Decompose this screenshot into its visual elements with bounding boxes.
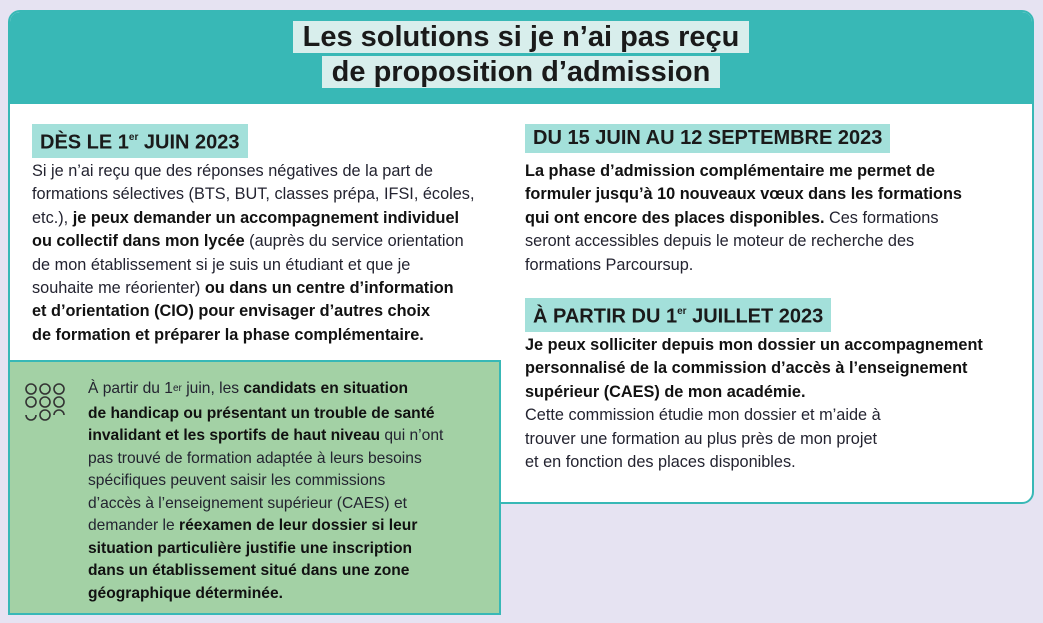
right-top-paragraph bbox=[525, 160, 962, 277]
header-band bbox=[10, 12, 1032, 104]
text-segment: etc.), bbox=[32, 208, 73, 227]
text-line bbox=[525, 334, 983, 357]
text-line bbox=[525, 207, 962, 230]
text-line bbox=[525, 428, 983, 451]
title-line-2: de proposition d’admission bbox=[322, 56, 721, 88]
bold-text: candidats en situation bbox=[243, 380, 409, 397]
text-line bbox=[88, 583, 443, 606]
text-line bbox=[525, 404, 983, 427]
text-segment: spécifiques peuvent saisir les commissions bbox=[88, 472, 386, 489]
page-title bbox=[10, 20, 1032, 90]
bold-text: supérieur (CAES) de mon académie. bbox=[525, 382, 806, 401]
text-segment: trouver une formation au plus près de mon projet bbox=[525, 429, 878, 448]
bold-text: La phase d’admission complémentaire me permet de bbox=[525, 162, 935, 180]
text-line bbox=[32, 324, 474, 347]
text-segment: demander le bbox=[88, 517, 180, 534]
special-situations-paragraph bbox=[88, 378, 443, 605]
text-segment: d’accès à l’enseignement supérieur (CAES) et bbox=[88, 494, 407, 512]
dots-icon bbox=[24, 382, 74, 432]
text-line bbox=[525, 160, 962, 183]
text-segment: Si je n’ai reçu que des réponses négatives de la part de bbox=[32, 162, 433, 180]
text-segment: de mon établissement si je suis un étudiant et que je bbox=[32, 255, 411, 274]
left-heading-pre: DÈS LE 1 bbox=[40, 131, 129, 154]
text-line bbox=[88, 470, 443, 493]
bold-text: géographique déterminée. bbox=[88, 584, 283, 602]
left-heading-post: JUIN 2023 bbox=[138, 131, 240, 154]
bold-text: ou dans un centre d’information bbox=[204, 279, 454, 298]
text-line bbox=[32, 277, 474, 300]
text-line bbox=[88, 425, 443, 448]
bold-text: personnalisé de la commission d’accès à l’enseignement bbox=[525, 359, 968, 378]
bold-text: situation particulière justifie une inscription bbox=[88, 539, 413, 557]
text-line bbox=[525, 230, 962, 253]
left-heading bbox=[32, 124, 248, 158]
text-segment: souhaite me réorienter) bbox=[32, 279, 205, 298]
text-segment: seront accessibles depuis le moteur de recherche des bbox=[525, 232, 915, 251]
bold-text: de handicap ou présentant un trouble de santé bbox=[88, 404, 435, 422]
text-line bbox=[525, 254, 962, 277]
right-bottom-heading-sup: er bbox=[677, 306, 687, 317]
bold-text: de formation et préparer la phase complémentaire. bbox=[32, 325, 424, 344]
text-line bbox=[32, 183, 474, 206]
bold-text: réexamen de leur dossier si leur bbox=[179, 517, 418, 534]
bold-text: Je peux solliciter depuis mon dossier un accompagnement bbox=[525, 336, 983, 354]
right-bottom-heading-post: JUILLET 2023 bbox=[686, 305, 824, 328]
bold-text: dans un établissement situé dans une zone bbox=[88, 562, 410, 579]
right-bottom-heading-pre: À PARTIR DU 1 bbox=[533, 305, 678, 328]
left-paragraph bbox=[32, 160, 474, 347]
text-line bbox=[88, 403, 443, 426]
text-segment: À partir du 1 bbox=[88, 380, 173, 397]
superscript: er bbox=[172, 383, 182, 394]
bold-text: formuler jusqu’à 10 nouveaux vœux dans les formations bbox=[525, 185, 962, 204]
text-line bbox=[88, 560, 443, 583]
right-top-heading: DU 15 JUIN AU 12 SEPTEMBRE 2023 bbox=[525, 124, 890, 153]
bold-text: qui ont encore des places disponibles. bbox=[525, 208, 825, 227]
text-line bbox=[32, 207, 474, 230]
text-segment: et en fonction des places disponibles. bbox=[525, 453, 796, 472]
bold-text: ou collectif dans mon lycée bbox=[32, 232, 245, 251]
text-segment: qui n’ont bbox=[380, 427, 444, 444]
text-line bbox=[525, 381, 983, 404]
text-segment: pas trouvé de formation adaptée à leurs besoins bbox=[88, 449, 422, 467]
text-line bbox=[88, 448, 443, 471]
text-line bbox=[32, 230, 474, 253]
text-line bbox=[32, 254, 474, 277]
text-line bbox=[88, 515, 443, 538]
text-line bbox=[525, 183, 962, 206]
special-situations-box bbox=[8, 360, 501, 615]
text-line bbox=[32, 160, 474, 183]
text-line bbox=[525, 451, 983, 474]
bold-text: et d’orientation (CIO) pour envisager d’autres choix bbox=[32, 302, 431, 321]
text-segment: juin, les bbox=[181, 380, 244, 397]
text-segment: (auprès du service orientation bbox=[244, 232, 464, 251]
text-line bbox=[525, 357, 983, 380]
title-line-1: Les solutions si je n’ai pas reçu bbox=[293, 21, 750, 53]
text-line bbox=[32, 300, 474, 323]
text-line bbox=[88, 378, 443, 403]
text-line bbox=[88, 538, 443, 561]
bold-text: je peux demander un accompagnement individuel bbox=[72, 208, 460, 227]
left-heading-sup: er bbox=[128, 132, 139, 143]
bold-text: invalidant et les sportifs de haut niveau bbox=[88, 427, 381, 444]
text-segment: Cette commission étudie mon dossier et m’aide à bbox=[525, 406, 881, 425]
text-segment: Ces formations bbox=[824, 208, 939, 227]
right-bottom-heading bbox=[525, 298, 831, 332]
text-segment: formations Parcoursup. bbox=[525, 255, 694, 274]
text-line bbox=[88, 493, 443, 516]
right-bottom-paragraph bbox=[525, 334, 983, 474]
text-segment: formations sélectives (BTS, BUT, classes prépa, IFSI, écoles, bbox=[32, 185, 475, 204]
